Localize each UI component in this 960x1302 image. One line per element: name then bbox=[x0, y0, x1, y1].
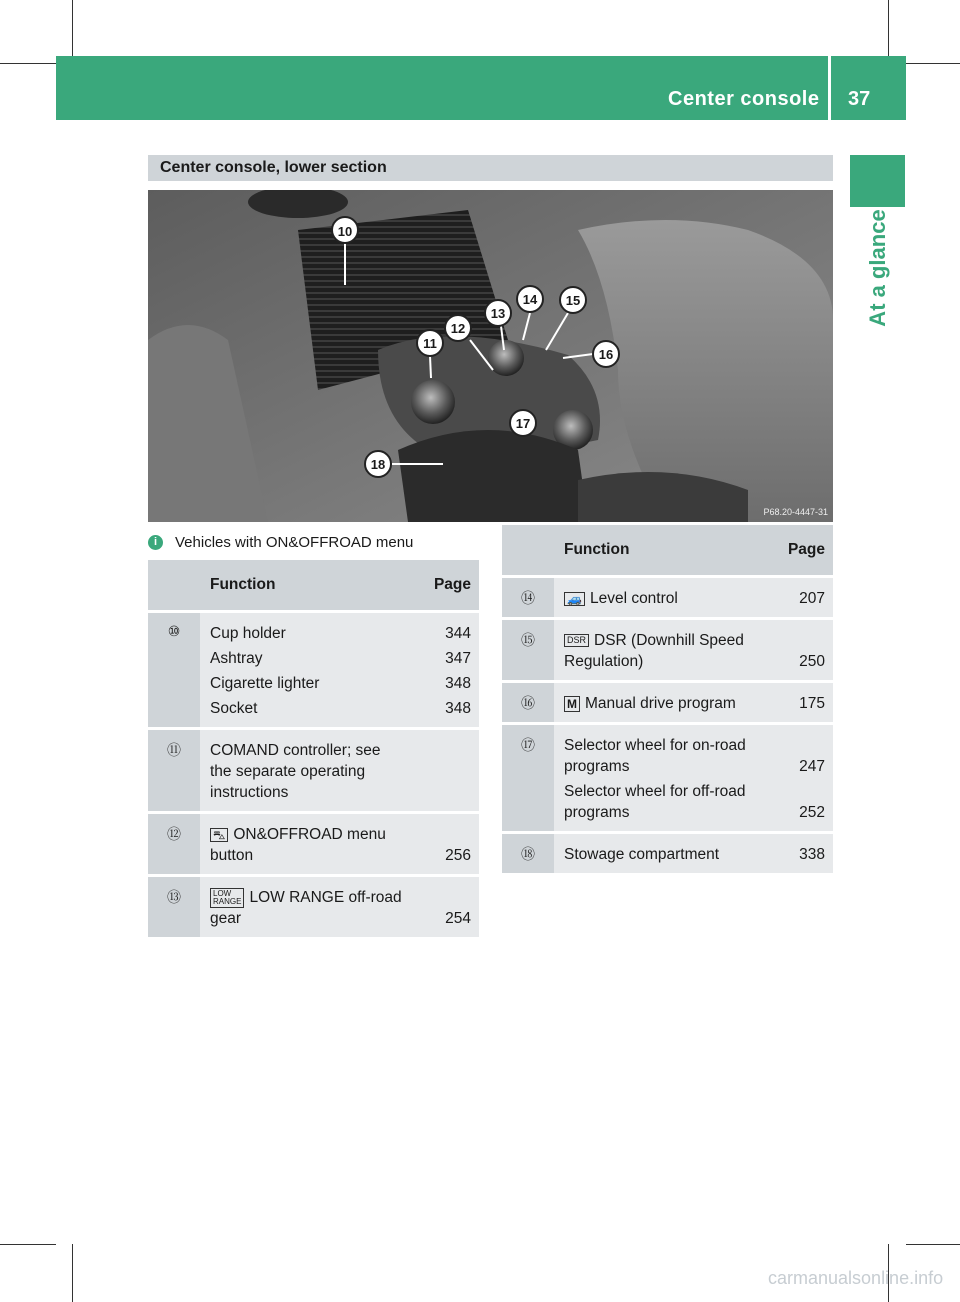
function-text: programs bbox=[564, 758, 630, 775]
page-ref: 175 bbox=[799, 695, 825, 712]
table-header-num bbox=[148, 560, 200, 612]
info-note-text: Vehicles with ON&OFFROAD menu bbox=[175, 534, 414, 551]
function-text: Socket bbox=[210, 700, 258, 717]
crop-mark bbox=[906, 63, 960, 64]
item-number: ⑫ bbox=[148, 813, 200, 876]
center-console-photo bbox=[148, 190, 833, 522]
function-text: COMAND controller; see bbox=[210, 742, 381, 759]
manual-mode-icon: M bbox=[564, 696, 580, 712]
page-ref: 348 bbox=[445, 700, 471, 717]
offroad-menu-icon: ⛍ bbox=[210, 828, 228, 842]
function-table-right bbox=[502, 525, 833, 873]
page-ref bbox=[411, 740, 471, 761]
table-header-num bbox=[502, 525, 554, 577]
dsr-icon: DSR bbox=[564, 634, 589, 647]
header-title: Center console bbox=[668, 88, 820, 110]
header-divider bbox=[828, 56, 831, 120]
function-text: Cup holder bbox=[210, 625, 286, 642]
page-ref: 207 bbox=[799, 590, 825, 607]
item-number: ⑯ bbox=[502, 682, 554, 724]
function-text: Manual drive program bbox=[585, 695, 736, 712]
callout: 14 bbox=[522, 292, 538, 307]
table-row bbox=[502, 577, 833, 619]
table-row bbox=[502, 682, 833, 724]
function-table-left bbox=[148, 560, 479, 937]
info-note bbox=[148, 534, 413, 551]
function-text: gear bbox=[210, 910, 242, 927]
table-row bbox=[502, 619, 833, 682]
chapter-tab bbox=[850, 155, 905, 207]
function-text: button bbox=[210, 847, 254, 864]
table-header-page: Page bbox=[765, 525, 833, 577]
table-row bbox=[148, 729, 479, 813]
item-number: ⑬ bbox=[148, 876, 200, 938]
function-text: programs bbox=[564, 804, 630, 821]
function-text: Level control bbox=[589, 590, 678, 607]
crop-mark bbox=[888, 0, 889, 56]
page-number: 37 bbox=[848, 88, 871, 110]
callout: 10 bbox=[337, 224, 353, 239]
crop-mark bbox=[72, 1244, 73, 1302]
section-title: Center console, lower section bbox=[148, 155, 833, 181]
function-text: instructions bbox=[210, 784, 289, 801]
callout: 12 bbox=[450, 321, 466, 336]
function-text: LOW RANGE off-road bbox=[249, 889, 402, 906]
page-ref: 348 bbox=[445, 675, 471, 692]
page-ref: 338 bbox=[799, 846, 825, 863]
watermark: carmanualsonline.info bbox=[768, 1268, 944, 1288]
table-row bbox=[502, 724, 833, 833]
table-row bbox=[502, 833, 833, 874]
crop-mark bbox=[0, 1244, 56, 1245]
car-level-icon: 🚙 bbox=[564, 592, 585, 606]
figure-code: P68.20-4447-31 bbox=[763, 507, 828, 517]
function-text: the separate operating bbox=[210, 763, 366, 780]
item-number: ⑩ bbox=[148, 612, 200, 729]
table-row bbox=[148, 612, 479, 729]
item-number: ⑱ bbox=[502, 833, 554, 874]
table-row bbox=[148, 876, 479, 938]
item-number: ⑭ bbox=[502, 577, 554, 619]
chapter-label: At a glance bbox=[865, 209, 890, 327]
info-icon: i bbox=[148, 535, 163, 550]
page-ref: 254 bbox=[445, 910, 471, 927]
page-ref: 344 bbox=[445, 625, 471, 642]
page-ref: 252 bbox=[799, 804, 825, 821]
table-header-function: Function bbox=[554, 525, 765, 577]
callout: 15 bbox=[565, 293, 581, 308]
function-text: Regulation) bbox=[564, 653, 644, 670]
item-number: ⑰ bbox=[502, 724, 554, 833]
low-range-icon: LOW RANGE bbox=[210, 888, 244, 908]
item-number: ⑮ bbox=[502, 619, 554, 682]
callout: 16 bbox=[598, 347, 614, 362]
function-text: Stowage compartment bbox=[564, 846, 720, 863]
callout: 17 bbox=[515, 416, 531, 431]
page-ref: 247 bbox=[799, 758, 825, 775]
function-text: DSR (Downhill Speed bbox=[594, 632, 744, 649]
table-row bbox=[148, 813, 479, 876]
function-text: Ashtray bbox=[210, 650, 263, 667]
crop-mark bbox=[906, 1244, 960, 1245]
page-ref: 256 bbox=[445, 847, 471, 864]
function-text: Selector wheel for on-road bbox=[564, 737, 746, 754]
callout: 18 bbox=[370, 457, 386, 472]
function-text: Selector wheel for off-road bbox=[564, 783, 746, 800]
page-ref: 250 bbox=[799, 653, 825, 670]
table-header-page: Page bbox=[411, 560, 479, 612]
callout: 11 bbox=[423, 336, 437, 351]
item-number: ⑪ bbox=[148, 729, 200, 813]
callout: 13 bbox=[490, 306, 506, 321]
crop-mark bbox=[0, 63, 56, 64]
crop-mark bbox=[72, 0, 73, 56]
function-text: ON&OFFROAD menu bbox=[233, 826, 386, 843]
table-header-function: Function bbox=[200, 560, 411, 612]
function-text: Cigarette lighter bbox=[210, 675, 320, 692]
page-ref: 347 bbox=[445, 650, 471, 667]
